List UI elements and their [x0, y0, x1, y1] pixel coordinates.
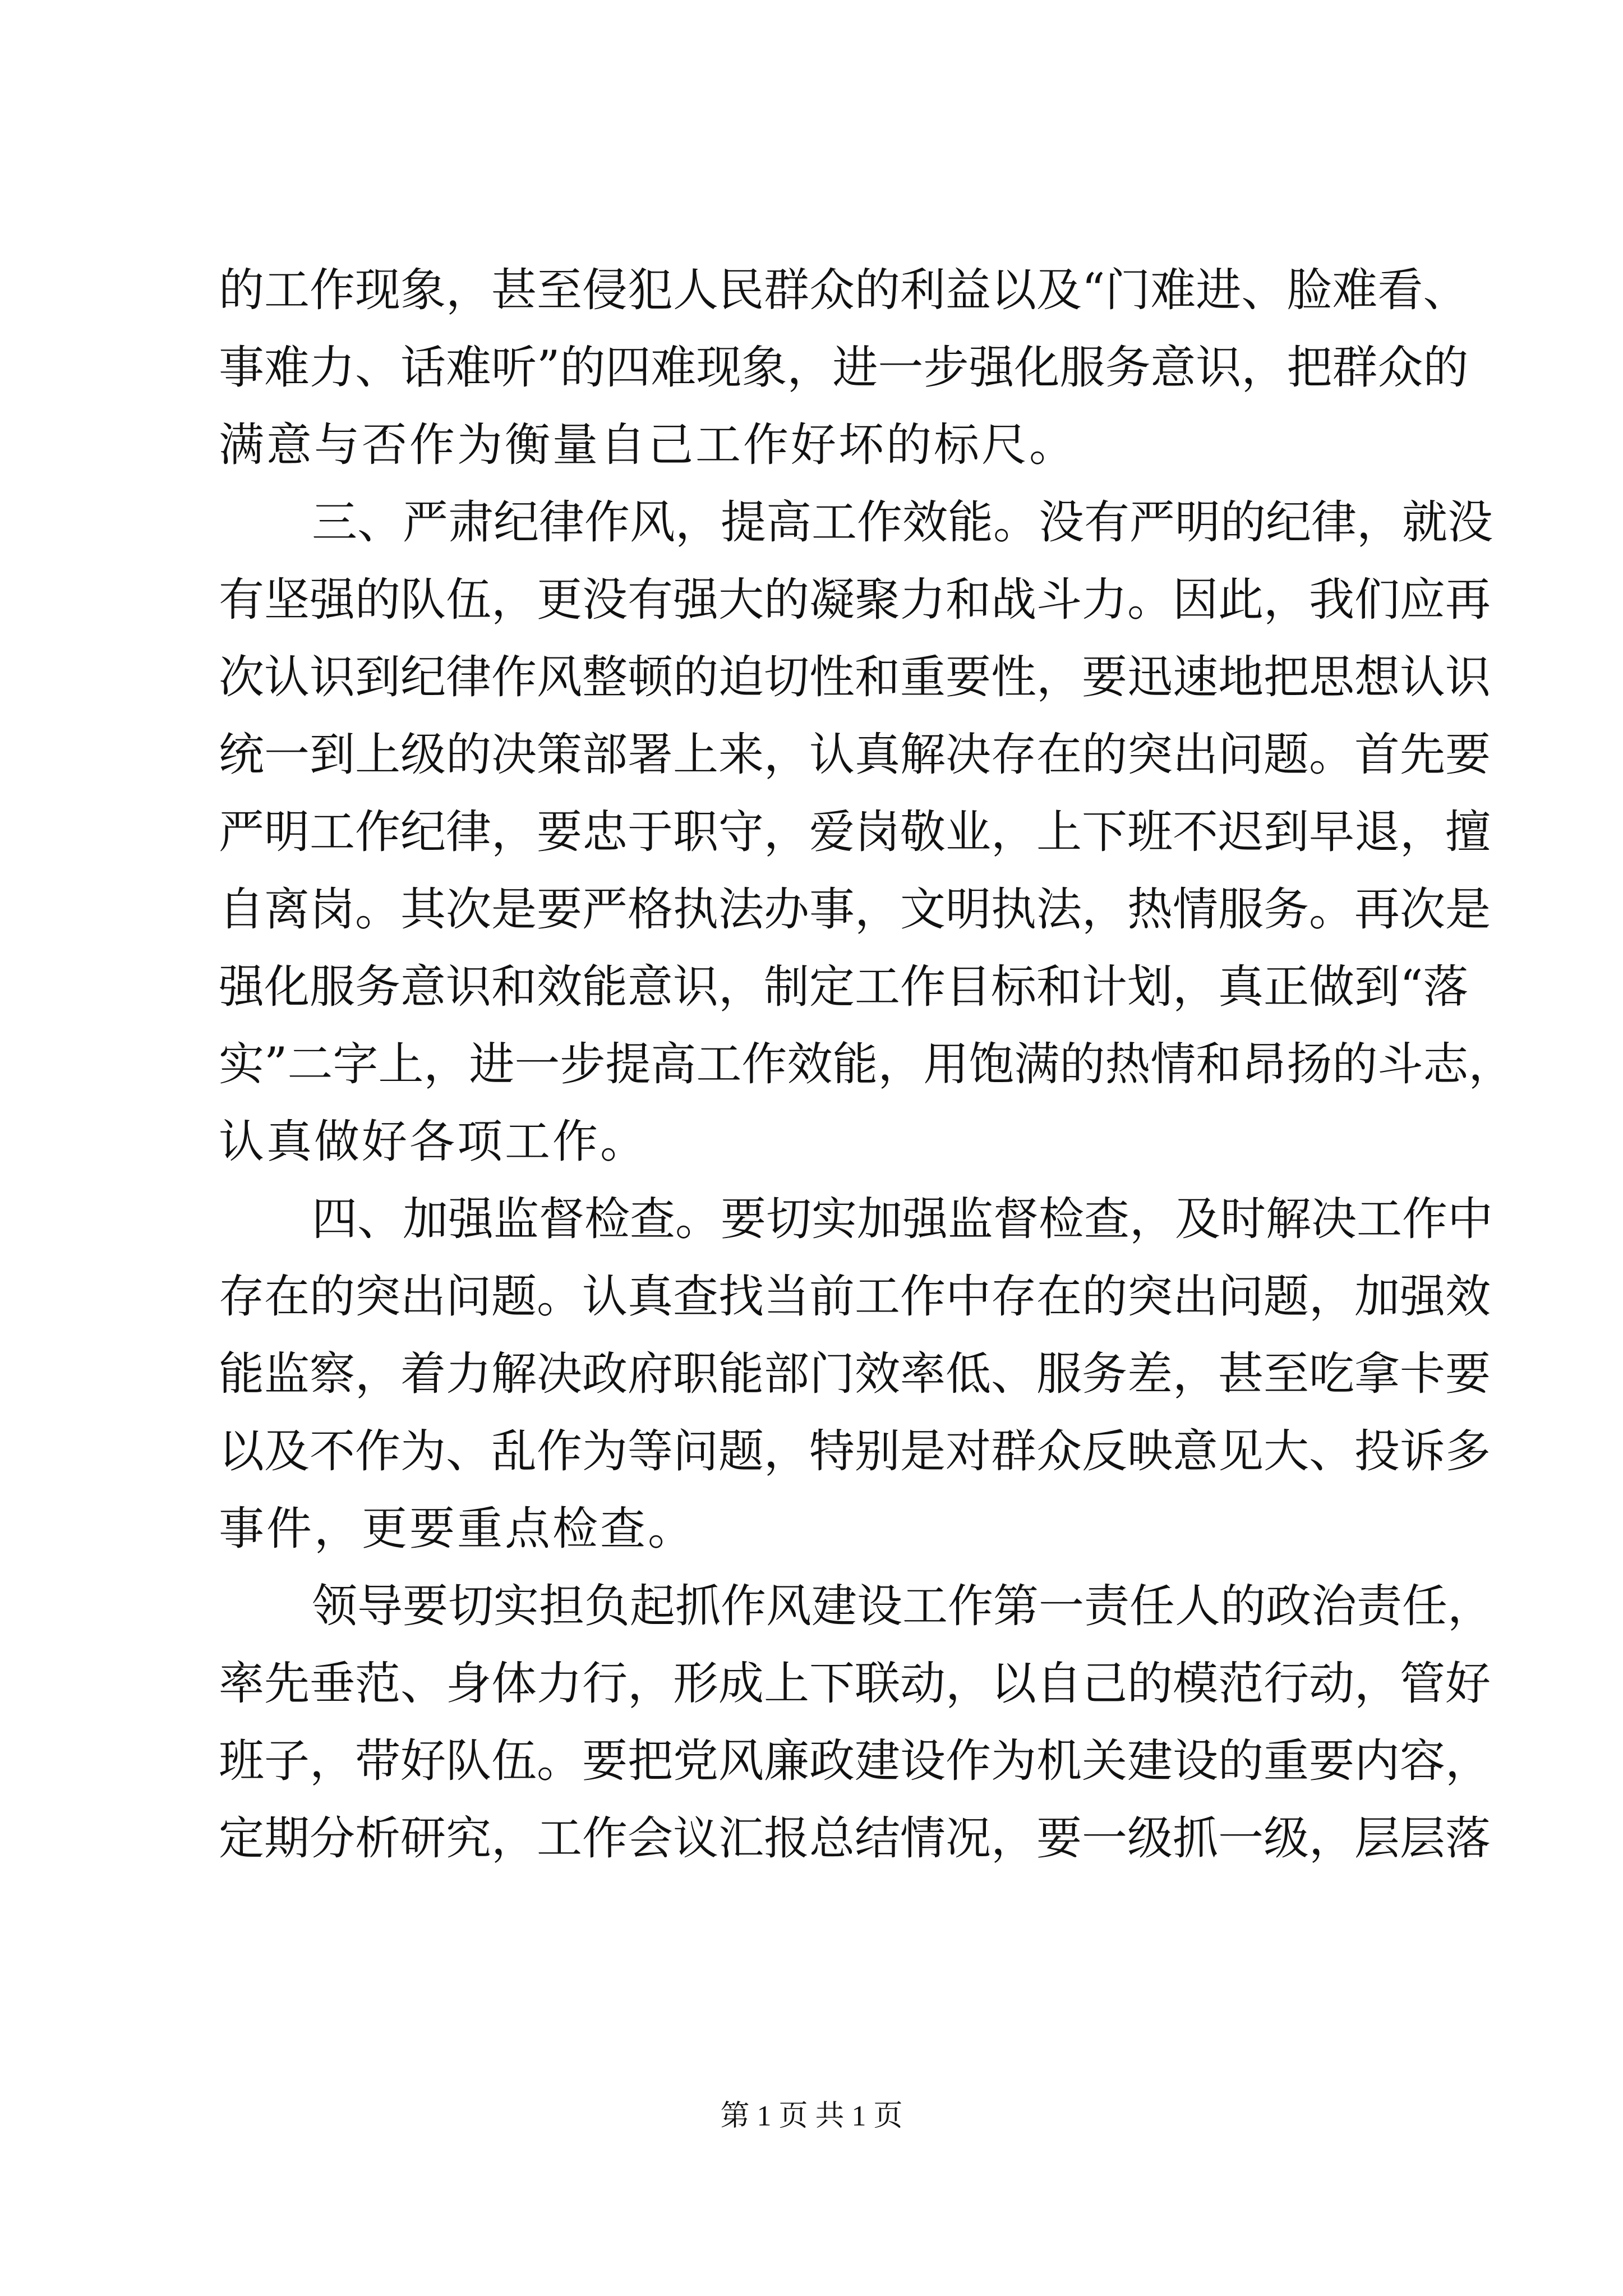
text-line-3: 满意与否作为衡量自己工作好坏的标尺。 [219, 419, 1077, 472]
text-line-17: 事件，更要重点检查。 [219, 1503, 696, 1556]
text-line-1: 的工作现象，甚至侵犯人民群众的利益以及“门难进、脸难看、 [219, 264, 1469, 317]
text-line-4: 三、严肃纪律作风，提高工作效能。没有严明的纪律，就没 [312, 496, 1493, 549]
text-line-12: 认真做好各项工作。 [219, 1116, 648, 1168]
text-line-9: 自离岗。其次是要严格执法办事，文明执法，热情服务。再次是 [219, 884, 1491, 936]
page-number-footer: 第 1 页 共 1 页 [720, 2100, 903, 2132]
text-line-13: 四、加强监督检查。要切实加强监督检查，及时解决工作中 [312, 1193, 1493, 1246]
text-line-18: 领导要切实担负起抓作风建设工作第一责任人的政治责任， [312, 1580, 1493, 1633]
text-line-20: 班子，带好队伍。要把党风廉政建设作为机关建设的重要内容， [219, 1735, 1491, 1788]
text-line-8: 严明工作纪律，要忠于职守，爱岗敬业，上下班不迟到早退，擅 [219, 806, 1491, 859]
text-line-11: 实”二字上，进一步提高工作效能，用饱满的热情和昂扬的斗志， [219, 1038, 1514, 1091]
text-line-15: 能监察，着力解决政府职能部门效率低、服务差，甚至吃拿卡要 [219, 1348, 1491, 1401]
text-line-7: 统一到上级的决策部署上来，认真解决存在的突出问题。首先要 [219, 729, 1491, 781]
text-line-14: 存在的突出问题。认真查找当前工作中存在的突出问题，加强效 [219, 1271, 1491, 1323]
text-line-5: 有坚强的队伍，更没有强大的凝聚力和战斗力。因此，我们应再 [219, 574, 1491, 627]
text-line-6: 次认识到纪律作风整顿的迫切性和重要性，要迅速地把思想认识 [219, 651, 1491, 704]
text-line-16: 以及不作为、乱作为等问题，特别是对群众反映意见大、投诉多 [219, 1425, 1491, 1478]
text-line-21: 定期分析研究，工作会议汇报总结情况，要一级抓一级，层层落 [219, 1812, 1491, 1865]
text-line-2: 事难力、话难听”的四难现象，进一步强化服务意识，把群众的 [219, 342, 1469, 394]
text-line-10: 强化服务意识和效能意识，制定工作目标和计划，真正做到“落 [219, 961, 1469, 1014]
text-line-19: 率先垂范、身体力行，形成上下联动，以自己的模范行动，管好 [219, 1658, 1491, 1710]
